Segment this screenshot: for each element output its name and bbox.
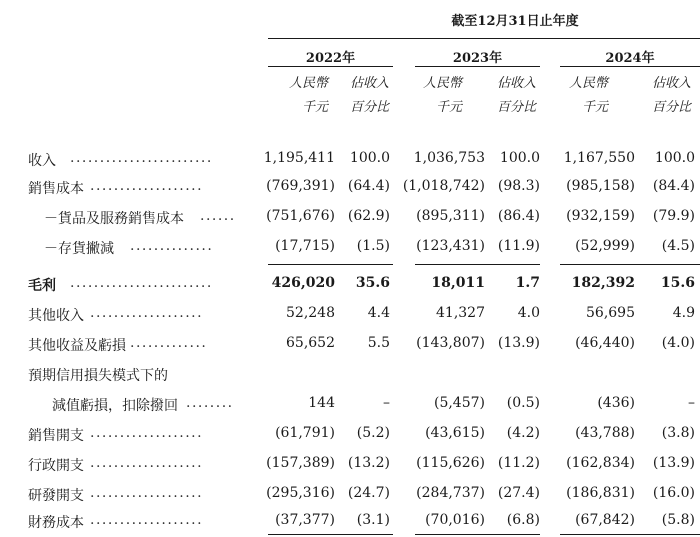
- value-2022-pct: (64.4): [347, 178, 390, 194]
- leader-dots: ...................: [90, 178, 204, 194]
- bottom-rule-2024: [560, 534, 700, 535]
- value-2023-pct: 100.0: [499, 150, 540, 166]
- value-2023-pct: (4.2): [506, 425, 540, 441]
- bottom-rule-2023: [415, 534, 540, 535]
- value-2024-rmb: (67,842): [575, 512, 635, 528]
- year-2022: 2022年: [305, 51, 356, 66]
- value-2022-rmb: 65,652: [286, 335, 335, 351]
- period-header: 截至12月31日止年度: [451, 14, 579, 29]
- value-2022-pct: (24.7): [347, 485, 390, 501]
- value-2023-pct: (6.8): [506, 512, 540, 528]
- row-label: 毛利: [28, 278, 56, 294]
- leader-dots: ........................: [70, 275, 213, 291]
- unit-rmb-2023: 人民幣 千元: [422, 76, 462, 115]
- value-2022-rmb: (37,377): [275, 512, 335, 528]
- leader-dots: .............: [130, 335, 208, 351]
- value-2022-pct: (1.5): [356, 238, 390, 254]
- row-label: 預期信用損失模式下的: [28, 368, 168, 384]
- table-row-inventory-writedown: [0, 234, 700, 260]
- year-2024: 2024年: [605, 51, 655, 66]
- value-2024-pct: (79.9): [652, 208, 695, 224]
- value-2024-rmb: (43,788): [575, 425, 635, 441]
- leader-dots: ...................: [90, 455, 204, 471]
- leader-dots: ...................: [90, 485, 204, 501]
- value-2022-rmb: (751,676): [266, 208, 335, 224]
- row-label: 收入: [28, 153, 56, 169]
- row-label: 銷售開支: [28, 428, 84, 444]
- value-2024-pct: (16.0): [652, 485, 695, 501]
- table-row-finance-costs: [0, 508, 700, 534]
- subtotal-rule-2024: [560, 264, 700, 265]
- leader-dots: ......: [200, 208, 236, 224]
- row-label: 行政開支: [28, 458, 84, 474]
- value-2024-rmb: (162,834): [566, 455, 635, 471]
- value-2023-rmb: (143,807): [416, 335, 485, 351]
- row-label: 銷售成本: [28, 181, 84, 197]
- leader-dots: ........: [186, 395, 234, 411]
- value-2023-pct: (11.9): [497, 238, 540, 254]
- unit-pct-2022: 佔收入 百分比: [349, 76, 389, 115]
- leader-dots: ........................: [70, 150, 213, 166]
- value-2023-pct: 4.0: [517, 305, 540, 321]
- leader-dots: ...................: [90, 425, 204, 441]
- leader-dots: ...................: [90, 305, 204, 321]
- table-row-rnd-expenses: [0, 481, 700, 507]
- value-2022-rmb: (61,791): [275, 425, 335, 441]
- value-2023-rmb: (115,626): [416, 455, 485, 471]
- value-2023-rmb: 1,036,753: [413, 150, 485, 166]
- year-2023: 2023年: [452, 51, 503, 66]
- value-2024-pct: 4.9: [672, 305, 695, 321]
- unit-rmb-2024: 人民幣 千元: [568, 76, 608, 115]
- value-2022-rmb: (157,389): [266, 455, 335, 471]
- value-2024-pct: (4.0): [661, 335, 695, 351]
- table-row-ecl-heading: [0, 361, 700, 387]
- value-2023-pct: (27.4): [497, 485, 540, 501]
- value-2023-rmb: (284,737): [416, 485, 485, 501]
- value-2022-rmb: 1,195,411: [263, 150, 335, 166]
- row-label: 其他收益及虧損: [28, 338, 126, 354]
- value-2024-rmb: (46,440): [575, 335, 635, 351]
- value-2022-pct: –: [383, 395, 390, 411]
- value-2023-rmb: (70,016): [425, 512, 485, 528]
- table-row-other-income: [0, 301, 700, 327]
- value-2024-pct: –: [688, 395, 695, 411]
- value-2023-pct: (11.2): [497, 455, 540, 471]
- table-row-selling-expenses: [0, 421, 700, 447]
- value-2022-pct: 4.4: [367, 305, 390, 321]
- value-2023-pct: (86.4): [497, 208, 540, 224]
- table-row-impairment: [0, 391, 700, 417]
- year-rule-2022: [268, 66, 393, 67]
- value-2022-rmb: (17,715): [275, 238, 335, 254]
- table-row-admin-expenses: [0, 451, 700, 477]
- value-2022-rmb: 426,020: [271, 275, 335, 291]
- value-2024-rmb: 56,695: [586, 305, 635, 321]
- value-2022-pct: (62.9): [347, 208, 390, 224]
- value-2022-pct: (3.1): [356, 512, 390, 528]
- value-2024-rmb: (436): [597, 395, 635, 411]
- value-2024-pct: (84.4): [652, 178, 695, 194]
- value-2022-rmb: 52,248: [286, 305, 335, 321]
- row-label: 其他收入: [28, 308, 84, 324]
- value-2023-pct: 1.7: [515, 275, 540, 291]
- value-2022-pct: 5.5: [367, 335, 390, 351]
- value-2023-rmb: (123,431): [416, 238, 485, 254]
- unit-pct-2024: 佔收入 百分比: [651, 76, 691, 115]
- value-2023-pct: (13.9): [497, 335, 540, 351]
- year-rule-2024: [560, 66, 700, 67]
- table-row-revenue: [0, 146, 700, 172]
- value-2022-rmb: 144: [308, 395, 335, 411]
- row-label: －存貨撇減: [44, 241, 114, 257]
- year-rule-2023: [415, 66, 540, 67]
- value-2024-pct: (3.8): [661, 425, 695, 441]
- row-label: －貨品及服務銷售成本: [44, 211, 184, 227]
- value-2024-pct: (13.9): [652, 455, 695, 471]
- table-row-gross-profit: [0, 271, 700, 297]
- row-label: 財務成本: [28, 515, 84, 531]
- value-2023-rmb: 41,327: [436, 305, 485, 321]
- bottom-rule-2022: [268, 534, 393, 535]
- value-2022-pct: 35.6: [355, 275, 390, 291]
- value-2024-pct: 15.6: [660, 275, 695, 291]
- value-2024-pct: 100.0: [654, 150, 695, 166]
- value-2023-pct: (0.5): [506, 395, 540, 411]
- value-2024-rmb: (932,159): [566, 208, 635, 224]
- leader-dots: ...................: [90, 512, 204, 528]
- value-2023-rmb: 18,011: [431, 275, 485, 291]
- header-rule: [268, 38, 700, 39]
- unit-pct-2023: 佔收入 百分比: [496, 76, 536, 115]
- value-2023-rmb: (43,615): [425, 425, 485, 441]
- table-row-other-gains-losses: [0, 331, 700, 357]
- value-2022-pct: 100.0: [349, 150, 390, 166]
- value-2024-pct: (4.5): [661, 238, 695, 254]
- value-2023-rmb: (5,457): [433, 395, 485, 411]
- leader-dots: ..............: [130, 238, 214, 254]
- row-label: 研發開支: [28, 488, 84, 504]
- table-row-goods-services-cost: [0, 204, 700, 230]
- table-row-cost-of-sales: [0, 174, 700, 200]
- value-2024-rmb: (985,158): [566, 178, 635, 194]
- value-2023-rmb: (895,311): [416, 208, 485, 224]
- value-2024-rmb: (186,831): [566, 485, 635, 501]
- row-label: 減值虧損，扣除撥回: [52, 398, 178, 414]
- subtotal-rule-2023: [415, 264, 540, 265]
- subtotal-rule-2022: [268, 264, 393, 265]
- value-2024-rmb: 1,167,550: [563, 150, 635, 166]
- value-2024-rmb: 182,392: [571, 275, 635, 291]
- value-2022-pct: (5.2): [356, 425, 390, 441]
- value-2022-rmb: (769,391): [266, 178, 335, 194]
- value-2024-rmb: (52,999): [575, 238, 635, 254]
- value-2023-pct: (98.3): [497, 178, 540, 194]
- value-2023-rmb: (1,018,742): [402, 178, 485, 194]
- value-2024-pct: (5.8): [661, 512, 695, 528]
- value-2022-pct: (13.2): [347, 455, 390, 471]
- value-2022-rmb: (295,316): [266, 485, 335, 501]
- unit-rmb-2022: 人民幣 千元: [288, 76, 328, 115]
